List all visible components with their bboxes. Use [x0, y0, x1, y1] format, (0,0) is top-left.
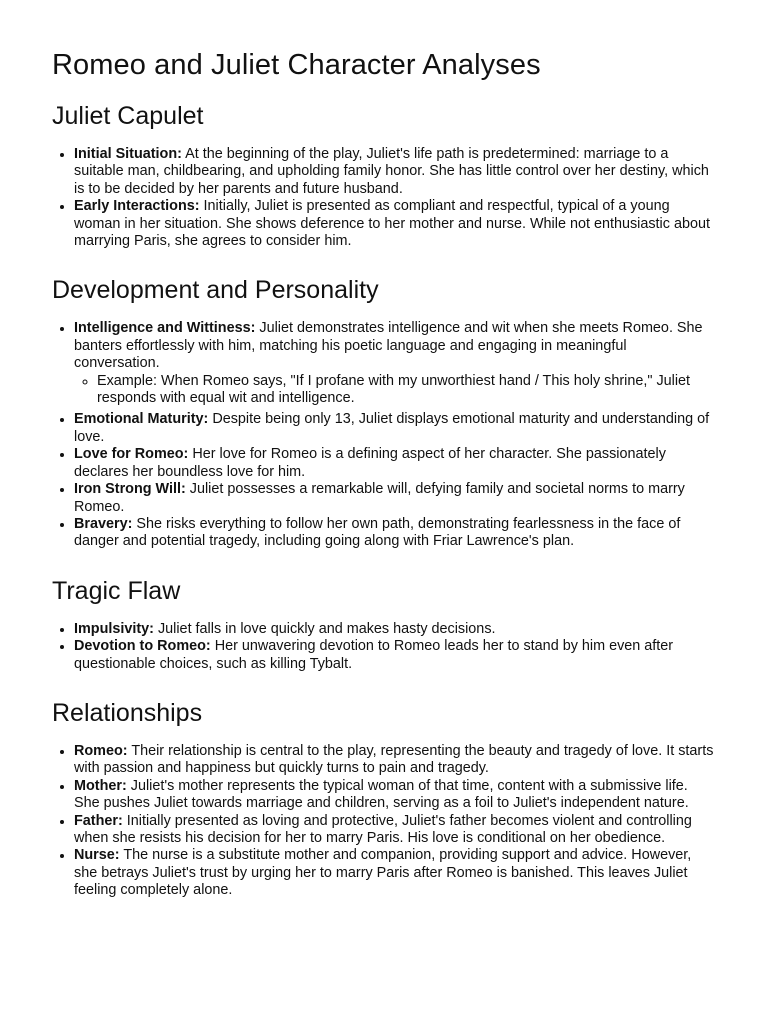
- list-item: [74, 481, 716, 516]
- item-text: At the beginning of the play, Juliet's life path is predetermined: marriage to a suitable man, childbearing, and upholding family honor. She has little control over her destiny, which is to be decided by her parents and future husband.: [74, 146, 709, 197]
- list-item: [74, 743, 716, 778]
- section-heading: Relationships: [52, 698, 203, 727]
- item-term: Impulsivity:: [74, 620, 154, 637]
- item-term: Bravery:: [74, 515, 133, 532]
- item-text: Initially presented as loving and protective, Juliet's father becomes violent and controlling when she resists his decision for her to marry Paris. His love is conditional on her obedience.: [74, 812, 692, 846]
- item-term: Devotion to Romeo:: [74, 638, 211, 655]
- item-text: She risks everything to follow her own path, demonstrating fearlessness in the face of danger and potential tragedy, including going along with Friar Lawrence's plan.: [74, 515, 681, 550]
- item-text: Her love for Romeo is a defining aspect of her character. She passionately declares her boundless love for him.: [74, 446, 666, 480]
- item-term: Love for Romeo:: [74, 446, 189, 463]
- list-item: [74, 320, 716, 407]
- list-item: [74, 411, 716, 446]
- item-term: Mother:: [74, 777, 127, 794]
- item-term: Initial Situation:: [74, 146, 182, 162]
- item-text: Her unwavering devotion to Romeo leads her to stand by him even after questionable choices, such as killing Tybalt.: [74, 638, 674, 672]
- item-term: Early Interactions:: [74, 198, 200, 215]
- item-text: The nurse is a substitute mother and companion, providing support and advice. However, she betrays Juliet's trust by urging her to marry Paris after Romeo is banished. This leaves Juliet feeling completely alone.: [74, 847, 692, 899]
- item-term: Iron Strong Will:: [74, 481, 186, 498]
- item-term: Intelligence and Wittiness:: [74, 320, 256, 337]
- list-item: [74, 638, 716, 673]
- bullet-list: [52, 621, 716, 673]
- list-item: [74, 446, 716, 481]
- bullet-list: [52, 146, 716, 250]
- bullet-list: [52, 320, 716, 550]
- item-term: Romeo:: [74, 742, 128, 759]
- item-term: Father:: [74, 812, 123, 829]
- item-text: Their relationship is central to the play, representing the beauty and tragedy of love. It starts with passion and happiness but quickly turns to pain and tragedy.: [74, 742, 714, 777]
- list-item: [74, 146, 716, 198]
- list-item: [74, 847, 716, 899]
- item-term: Emotional Maturity:: [74, 411, 209, 428]
- section-juliet-capulet: [52, 100, 716, 250]
- list-item: [74, 778, 716, 813]
- sub-list: [74, 373, 716, 408]
- section-tragic-flaw: [52, 575, 716, 673]
- list-item: [74, 516, 716, 551]
- sub-list-item: ◦ Example: When Romeo says, "If I profane with my unworthiest hand / This holy shrine," Juliet responds with equal wit and intelligence.: [97, 373, 716, 408]
- section-development-personality: [52, 274, 716, 550]
- item-text: Juliet possesses a remarkable will, defying family and societal norms to marry Romeo.: [74, 481, 685, 515]
- list-item: [74, 621, 716, 638]
- item-text: Despite being only 13, Juliet displays emotional maturity and understanding of love.: [74, 411, 710, 445]
- section-heading: Tragic Flaw: [52, 576, 181, 605]
- page-title: Romeo and Juliet Character Analyses: [52, 49, 541, 81]
- section-heading: Development and Personality: [52, 276, 379, 305]
- item-text: Initially, Juliet is presented as compliant and respectful, typical of a young woman in her situation. She shows deference to her mother and nurse. While not enthusiastic about marrying Paris, she agrees to consider him.: [74, 198, 710, 250]
- item-text: Juliet falls in love quickly and makes hasty decisions.: [153, 620, 496, 637]
- item-text: Juliet's mother represents the typical woman of that time, content with a submissive life. She pushes Juliet towards marriage and children, serving as a foil to Juliet's independent nature.: [74, 777, 689, 812]
- item-term: Nurse:: [74, 847, 120, 864]
- list-item: [74, 198, 716, 250]
- list-item: [74, 813, 716, 848]
- section-relationships: [52, 697, 716, 900]
- section-heading: Juliet Capulet: [52, 102, 204, 130]
- bullet-list: [52, 743, 716, 900]
- item-text: Juliet demonstrates intelligence and wit when she meets Romeo. She banters effortlessly with him, matching his poetic language and engaging in meaningful conversation.: [74, 320, 703, 372]
